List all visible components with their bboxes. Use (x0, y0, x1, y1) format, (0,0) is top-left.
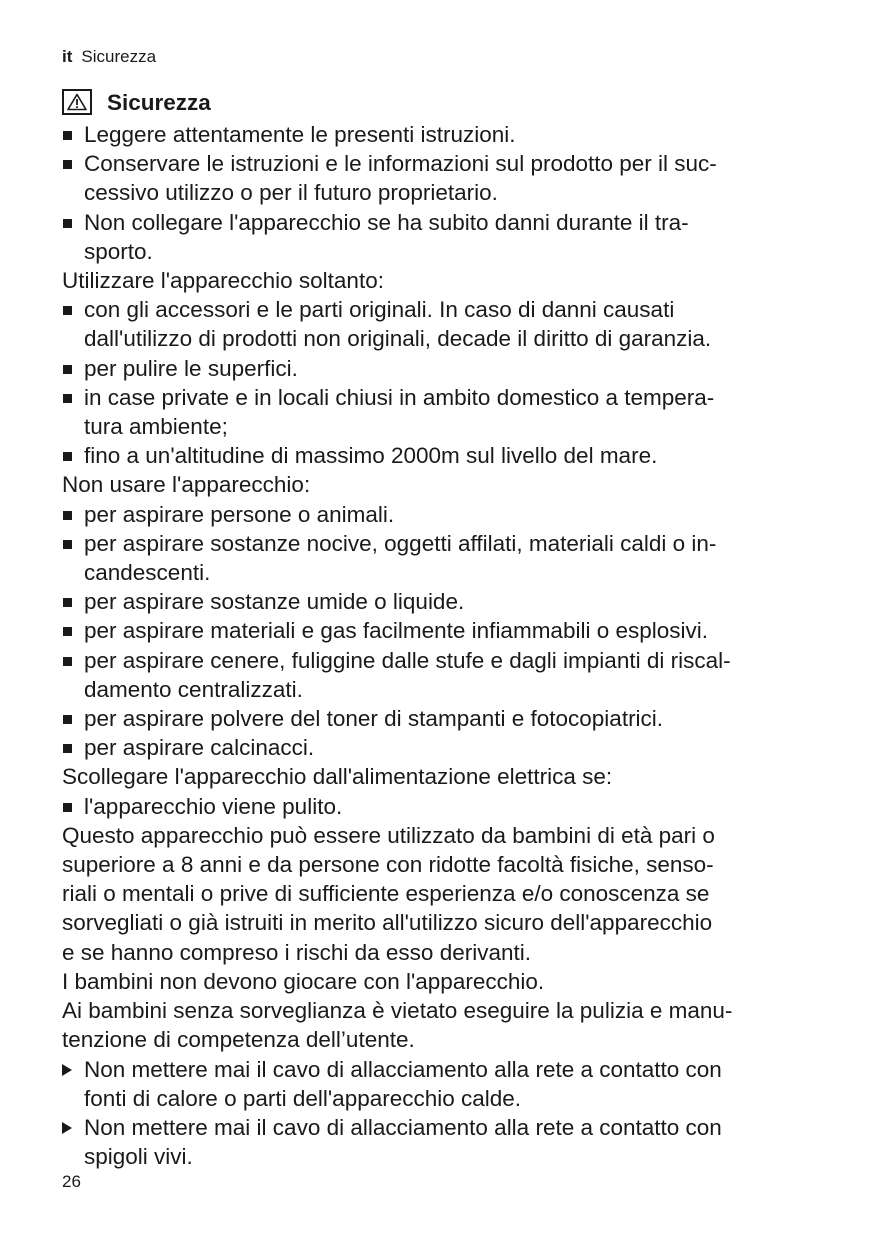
square-bullet-icon (63, 715, 72, 724)
list-item: in case private e in locali chiusi in ambito domestico a tempera- tura ambiente; (62, 383, 822, 441)
list-item: per pulire le superfici. (62, 354, 822, 383)
do-not-use-intro: Non usare l'apparecchio: (62, 472, 311, 498)
square-bullet-icon (63, 803, 72, 812)
warning-icon (62, 89, 92, 115)
square-bullet-icon (63, 598, 72, 607)
square-bullet-icon (63, 657, 72, 666)
list-item: per aspirare materiali e gas facilmente infiammabili o esplosivi. (62, 616, 822, 645)
page-content (62, 88, 822, 1171)
list-item: per aspirare persone o animali. (62, 500, 822, 529)
list-item: per aspirare calcinacci. (62, 733, 822, 762)
unplug-list (62, 792, 822, 821)
unplug-intro: Scollegare l'apparecchio dall'alimentazione elettrica se: (62, 764, 613, 790)
prohibited-use-list (62, 500, 822, 763)
square-bullet-icon (63, 452, 72, 461)
square-bullet-icon (63, 160, 72, 169)
square-bullet-icon (63, 306, 72, 315)
children-play-note: I bambini non devono giocare con l'apparecchio. (62, 968, 545, 994)
list-item: per aspirare sostanze nocive, oggetti affilati, materiali caldi o in- candescenti. (62, 529, 822, 587)
list-item: Non collegare l'apparecchio se ha subito danni durante il tra- sporto. (62, 208, 822, 266)
list-item: per aspirare cenere, fuliggine dalle stufe e dagli impianti di riscal- damento centralizzati. (62, 646, 822, 704)
square-bullet-icon (63, 540, 72, 549)
list-item: fino a un'altitudine di massimo 2000m sul livello del mare. (62, 441, 822, 470)
list-item: Conservare le istruzioni e le informazioni sul prodotto per il suc- cessivo utilizzo o per il futuro proprietario. (62, 149, 822, 207)
list-item: Non mettere mai il cavo di allacciamento alla rete a contatto con fonti di calore o parti dell'apparecchio calde. (62, 1055, 822, 1113)
list-item: per aspirare sostanze umide o liquide. (62, 587, 822, 616)
section-title (62, 88, 822, 118)
instruction-list (62, 1055, 822, 1172)
square-bullet-icon (63, 511, 72, 520)
square-bullet-icon (63, 627, 72, 636)
children-paragraph: Questo apparecchio può essere utilizzato da bambini di età pari o superiore a 8 anni e da persone con ridotte facoltà fisiche, senso- riali o mentali o prive di sufficiente esperienza e/o conoscenza se sorvegliati o già istruiti in merito all'utilizzo sicuro dell'apparecchio e se hanno compreso i rischi da esso derivanti. (62, 822, 715, 965)
square-bullet-icon (63, 219, 72, 228)
list-item: l'apparecchio viene pulito. (62, 792, 822, 821)
square-bullet-icon (63, 131, 72, 140)
list-item: per aspirare polvere del toner di stampanti e fotocopiatrici. (62, 704, 822, 733)
intended-use-list (62, 295, 822, 470)
square-bullet-icon (63, 365, 72, 374)
children-cleaning-note: Ai bambini senza sorveglianza è vietato eseguire la pulizia e manu- tenzione di competenza dell’utente. (62, 998, 733, 1053)
list-item: con gli accessori e le parti originali. In caso di danni causati dall'utilizzo di prodotti non originali, decade il diritto di garanzia. (62, 295, 822, 353)
square-bullet-icon (63, 394, 72, 403)
list-item: Leggere attentamente le presenti istruzioni. (62, 120, 822, 149)
general-safety-list (62, 120, 822, 266)
running-header-section: Sicurezza (81, 47, 157, 66)
list-item: Non mettere mai il cavo di allacciamento alla rete a contatto con spigoli vivi. (62, 1113, 822, 1171)
arrow-bullet-icon (62, 1122, 72, 1134)
arrow-bullet-icon (62, 1064, 72, 1076)
language-code: it (62, 47, 73, 66)
running-header (62, 47, 156, 67)
section-title-text: Sicurezza (107, 90, 211, 116)
page-number: 26 (62, 1172, 81, 1191)
use-only-intro: Utilizzare l'apparecchio soltanto: (62, 268, 384, 294)
square-bullet-icon (63, 744, 72, 753)
